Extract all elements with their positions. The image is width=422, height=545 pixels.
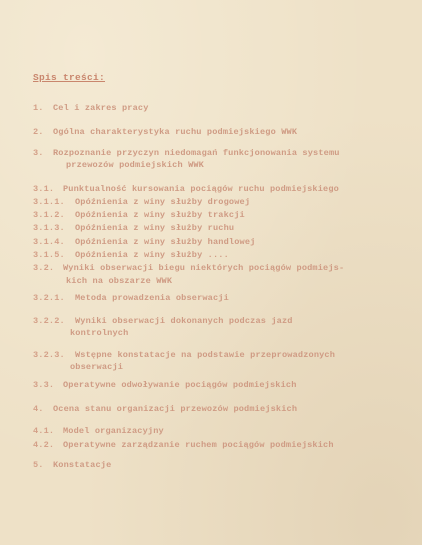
toc-entry-number: 3.1.1. <box>33 197 65 207</box>
toc-entry-number: 1. <box>33 103 44 113</box>
toc-entry-number: 3.1. <box>33 184 55 194</box>
toc-entry-number: 3.3. <box>33 380 55 390</box>
toc-entry-text: Model organizacyjny <box>63 426 164 436</box>
toc-entry <box>66 160 204 170</box>
toc-title: Spis treści: <box>33 72 106 83</box>
toc-entry-number: 3.1.5. <box>33 250 65 260</box>
toc-entry-text: kontrolnych <box>70 328 129 338</box>
toc-entry-text: Opóźnienia z winy służby handlowej <box>75 237 256 247</box>
toc-entry-text: Metoda prowadzenia obserwacji <box>75 293 229 303</box>
toc-entry <box>33 380 297 390</box>
toc-entry-text: Ogólna charakterystyka ruchu podmiejskiego WWK <box>53 127 298 137</box>
toc-entry-text: Ocena stanu organizacji przewozów podmiejskich <box>53 404 298 414</box>
toc-entry-text: obserwacji <box>70 362 124 372</box>
toc-entry-text: Rozpoznanie przyczyn niedomagań funkcjonowania systemu <box>53 148 340 158</box>
toc-entry-number: 3.2.3. <box>33 350 65 360</box>
toc-entry-number: 4. <box>33 404 44 414</box>
toc-entry-text: Opóźnienia z winy służby .... <box>75 250 229 260</box>
toc-entry-number: 3.1.2. <box>33 210 65 220</box>
toc-entry <box>33 223 234 233</box>
toc-entry <box>70 328 128 338</box>
toc-entry <box>33 237 255 247</box>
toc-entry-text: Operatywne odwoływanie pociągów podmiejskich <box>63 380 297 390</box>
toc-entry-number: 4.2. <box>33 440 55 450</box>
toc-entry-number: 3. <box>33 148 44 158</box>
toc-entry-number: 3.1.4. <box>33 237 65 247</box>
toc-entry-number: 3.1.3. <box>33 223 65 233</box>
toc-entry-text: Opóźnienia z winy służby drogowej <box>75 197 251 207</box>
toc-entry <box>66 276 172 286</box>
toc-entry <box>33 404 297 414</box>
toc-entry-number: 3.2.1. <box>33 293 65 303</box>
toc-entry-number: 2. <box>33 127 44 137</box>
toc-entry-text: Punktualność kursowania pociągów ruchu podmiejskiego <box>63 184 339 194</box>
toc-entry-text: Opóźnienia z winy służby trakcji <box>75 210 245 220</box>
toc-entry <box>33 440 334 450</box>
toc-entry-number: 4.1. <box>33 426 55 436</box>
toc-entry-text: Wyniki obserwacji dokonanych podczas jazd <box>75 316 293 326</box>
toc-entry <box>70 362 123 372</box>
toc-entry <box>33 210 245 220</box>
toc-entry <box>33 103 149 113</box>
toc-entry <box>33 263 344 273</box>
toc-entry <box>33 293 229 303</box>
toc-entry-text: Konstatacje <box>53 460 112 470</box>
toc-entry <box>33 197 250 207</box>
toc-entry-text: Opóźnienia z winy służby ruchu <box>75 223 235 233</box>
toc-entry <box>33 250 229 260</box>
toc-entry-text: Wyniki obserwacji biegu niektórych pociągów podmiejs- <box>63 263 345 273</box>
toc-entry-text: Operatywne zarządzanie ruchem pociągów podmiejskich <box>63 440 334 450</box>
toc-entry-number: 3.2. <box>33 263 55 273</box>
toc-entry-text: przewozów podmiejskich WWK <box>66 160 204 170</box>
toc-entry <box>33 460 111 470</box>
toc-entry <box>33 148 340 158</box>
toc-entry <box>33 127 297 137</box>
toc-entry <box>33 184 339 194</box>
toc-entry-text: Cel i zakres pracy <box>53 103 149 113</box>
toc-entry <box>33 426 164 436</box>
toc-entry-number: 3.2.2. <box>33 316 65 326</box>
toc-entry-text: Wstępne konstatacje na podstawie przeprowadzonych <box>75 350 336 360</box>
toc-entry-number: 5. <box>33 460 44 470</box>
toc-entry <box>33 316 293 326</box>
toc-entry <box>33 350 335 360</box>
toc-entry-text: kich na obszarze WWK <box>66 276 173 286</box>
